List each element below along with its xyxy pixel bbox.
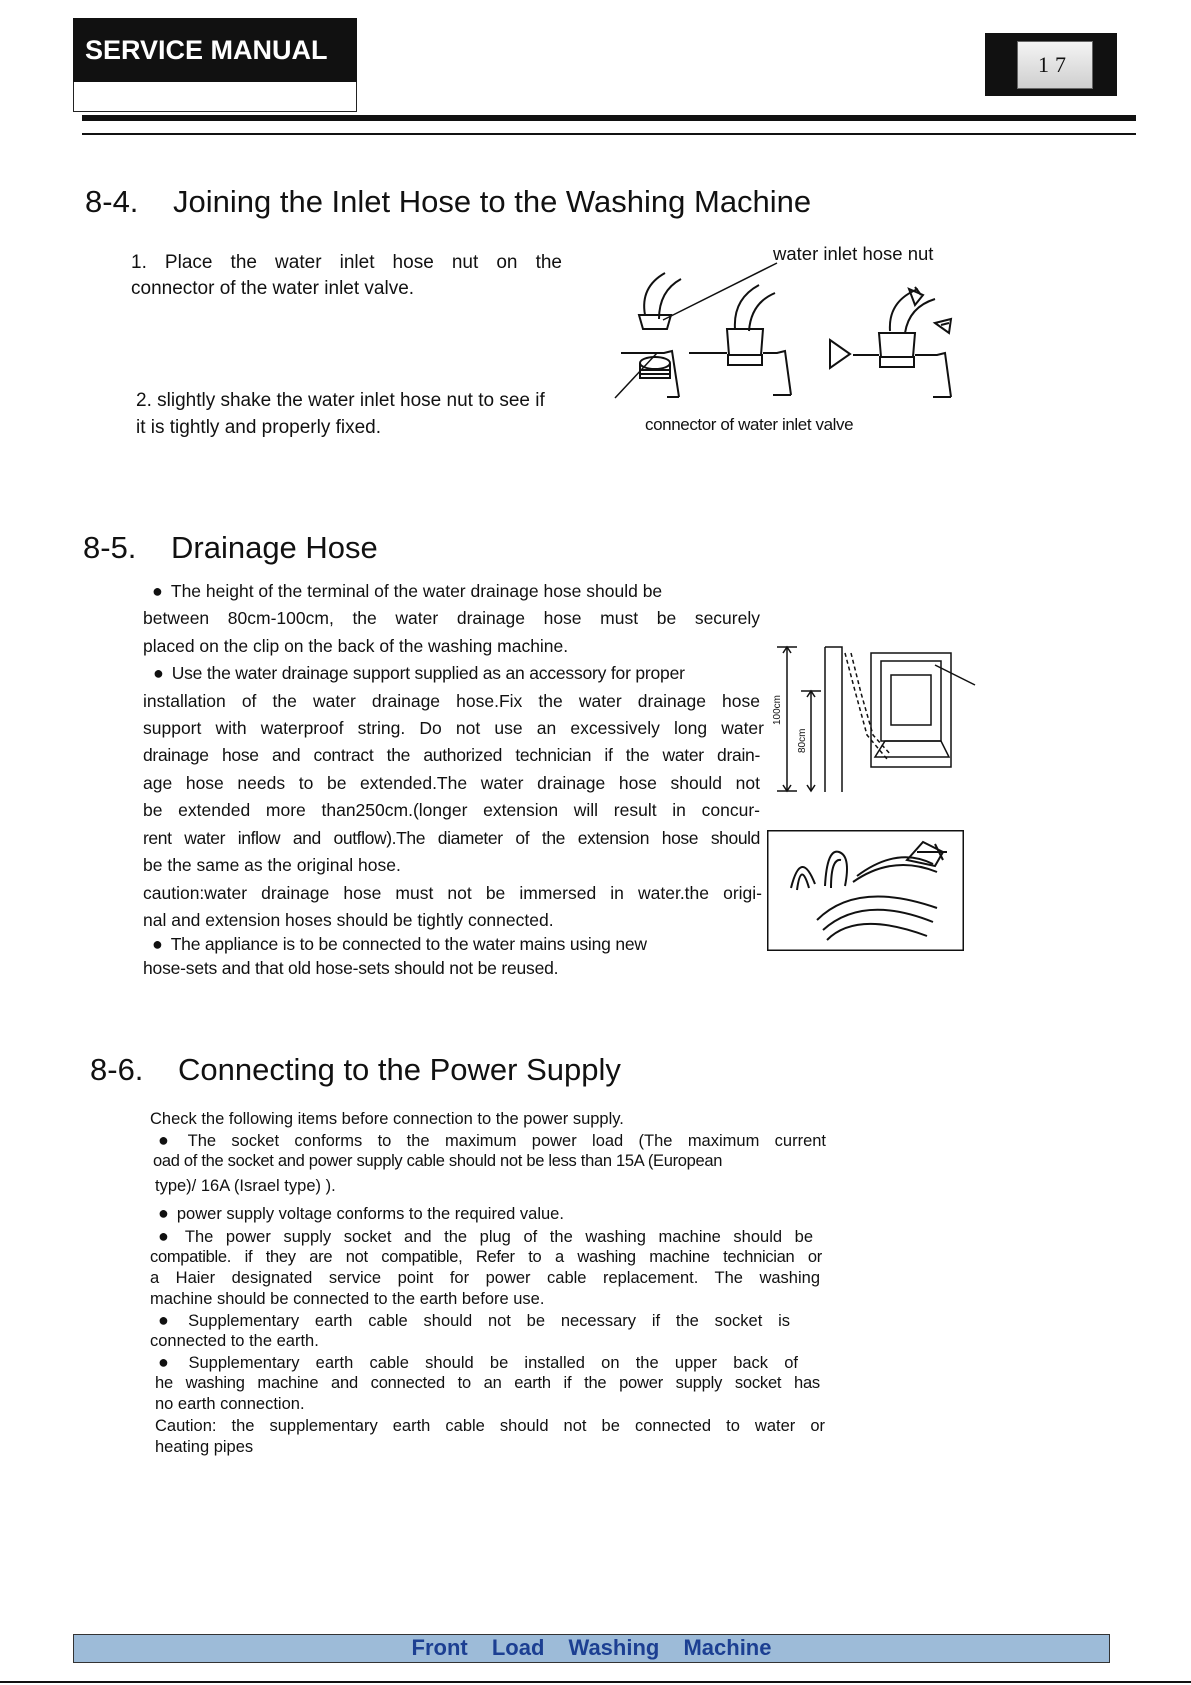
header-rule-thin	[82, 133, 1136, 135]
drain-caution-line: caution:water drainage hose must not be immersed in water.the origi-	[143, 883, 762, 903]
header-rule-thick	[82, 115, 1136, 121]
drain-bullet-3: ● The appliance is to be connected to the water mains using new	[152, 931, 647, 959]
power-bullet-3: ● The power supply socket and the plug of the washing machine should be	[158, 1226, 813, 1248]
power-bullet-1: ● The socket conforms to the maximum power load (The maximum current	[158, 1130, 826, 1152]
drain-line: age hose needs to be extended.The water drainage hose should not	[143, 773, 760, 793]
bottom-rule	[0, 1681, 1191, 1683]
figure-label-hose-nut: water inlet hose nut	[773, 243, 934, 264]
power-bullet-4: ● Supplementary earth cable should not be necessary if the socket is	[158, 1310, 790, 1332]
dimension-100cm: 100cm	[772, 694, 783, 725]
step1-line2: connector of the water inlet valve.	[131, 278, 415, 299]
drain-line: installation of the water drainage hose.Fix the water drainage hose	[143, 691, 760, 711]
drain-line: be the same as the original hose.	[143, 855, 401, 875]
section-number: 8-5.	[83, 530, 137, 565]
drain-line: be extended more than250cm.(longer extension will result in concur-	[143, 800, 760, 820]
footer-banner: Front Load Washing Machine	[73, 1634, 1110, 1663]
drain-line: between 80cm-100cm, the water drainage hose must be securely	[143, 608, 760, 628]
drain-bullet-2: ● Use the water drainage support supplied as an accessory for proper	[153, 660, 685, 688]
header-title: SERVICE MANUAL	[73, 18, 357, 82]
step2-line1: 2. slightly shake the water inlet hose nut to see if	[136, 390, 545, 411]
drain-line: placed on the clip on the back of the washing machine.	[143, 636, 569, 656]
section-8-5-heading	[83, 530, 378, 566]
power-line: a Haier designated service point for power cable replacement. The washing	[150, 1269, 820, 1287]
power-line: connected to the earth.	[150, 1332, 319, 1350]
section-number: 8-4.	[85, 184, 139, 219]
figure-label-connector: connector of water inlet valve	[645, 415, 854, 434]
power-caution: heating pipes	[155, 1438, 254, 1456]
power-line: no earth connection.	[155, 1395, 305, 1413]
drain-bullet-1: ● The height of the terminal of the water drainage hose should be	[152, 578, 662, 606]
step1-line1: 1. Place the water inlet hose nut on the	[131, 252, 562, 273]
section-8-6-heading	[90, 1052, 621, 1088]
section-title: Drainage Hose	[171, 530, 378, 565]
power-bullet-5: ● Supplementary earth cable should be installed on the upper back of	[158, 1352, 798, 1374]
drain-line: support with waterproof string. Do not use an excessively long water	[143, 718, 764, 738]
step2-line2: it is tightly and properly fixed.	[136, 417, 382, 438]
drain-caution-line: nal and extension hoses should be tightly connected.	[143, 910, 554, 930]
power-intro: Check the following items before connection to the power supply.	[150, 1110, 624, 1128]
inlet-hose-figure	[615, 255, 960, 415]
power-line: he washing machine and connected to an earth if the power supply socket has	[155, 1374, 820, 1392]
section-title: Joining the Inlet Hose to the Washing Machine	[173, 184, 812, 219]
power-line: machine should be connected to the earth before use.	[150, 1290, 545, 1308]
power-line: type)/ 16A (Israel type) ).	[155, 1177, 336, 1195]
dimension-80cm: 80cm	[797, 728, 808, 753]
drain-line: drainage hose and contract the authorized technician if the water drain-	[143, 745, 760, 765]
section-number: 8-6.	[90, 1052, 144, 1087]
section-8-4-heading	[85, 184, 811, 220]
power-caution: Caution: the supplementary earth cable should not be connected to water or	[155, 1417, 825, 1435]
page-number: 17	[1017, 41, 1093, 89]
drain-line: hose-sets and that old hose-sets should not be reused.	[143, 958, 559, 978]
hose-set-figure	[767, 830, 964, 951]
power-line: oad of the socket and power supply cable should not be less than 15A (European	[153, 1152, 723, 1170]
power-line: compatible. if they are not compatible, Refer to a washing machine technician or	[150, 1248, 822, 1266]
drain-line: rent water inflow and outflow).The diameter of the extension hose should	[143, 828, 760, 848]
drainage-height-figure	[772, 645, 975, 795]
power-bullet-2: ● power supply voltage conforms to the required value.	[158, 1203, 564, 1225]
section-title: Connecting to the Power Supply	[178, 1052, 621, 1087]
